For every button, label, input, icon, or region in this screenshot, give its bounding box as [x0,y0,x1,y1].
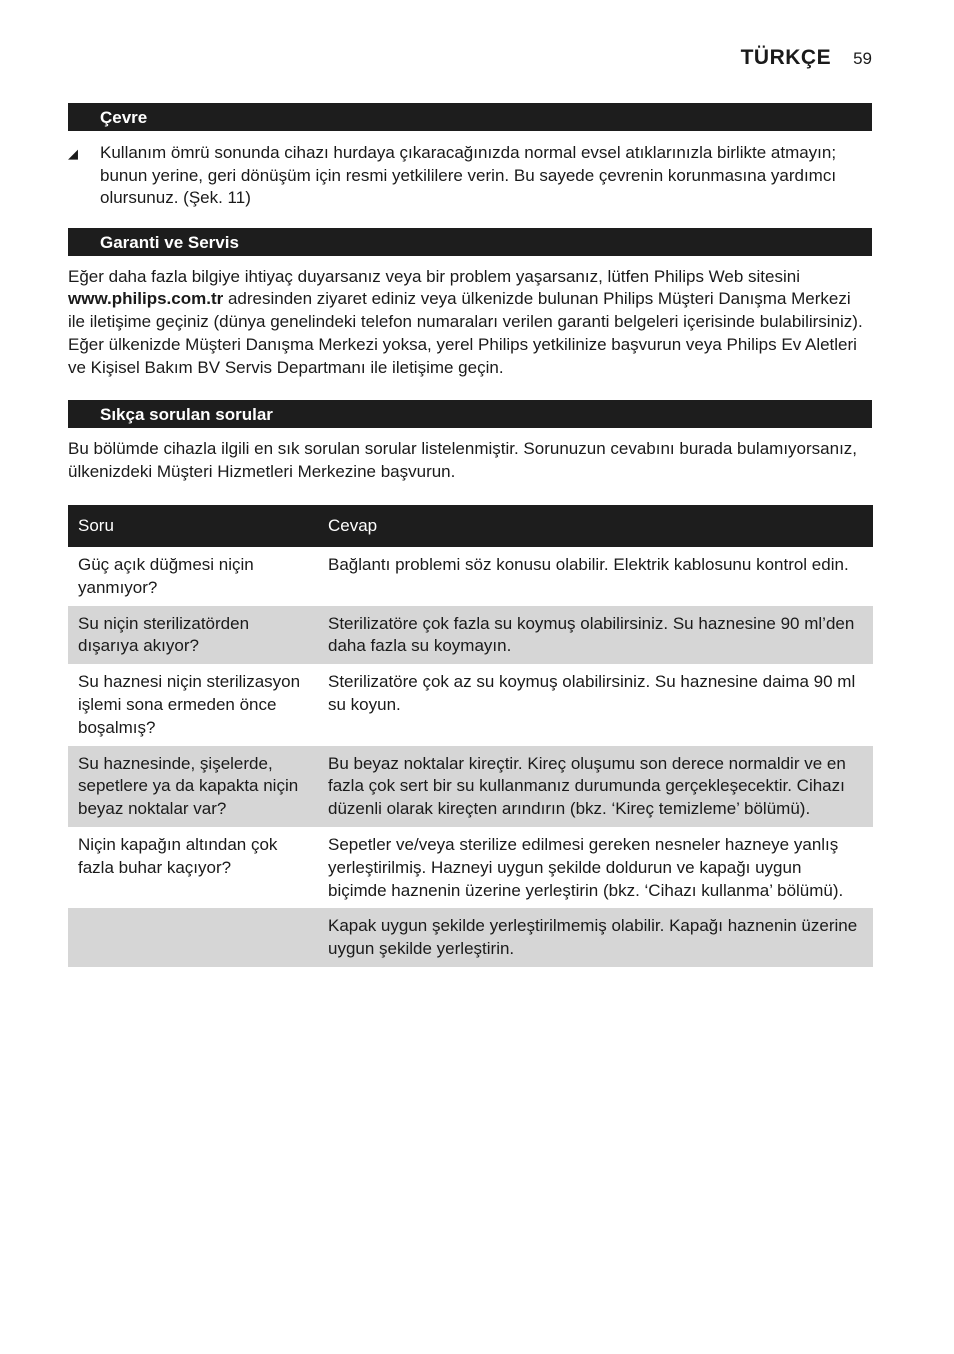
question-cell: Güç açık düğmesi niçin yanmıyor? [78,555,254,597]
warranty-paragraph [68,266,872,380]
question-cell: Su haznesi niçin sterilizasyon işlemi sona ermeden önce boşalmış? [78,672,301,737]
faq-header-row [68,505,873,547]
answer-cell: Bu beyaz noktalar kireçtir. Kireç oluşumu son derece normaldir ve en fazla çok sert bir su kullanmanız durumunda gerçekleşecektir. Cihazı düzenli olarak kireçten arındırın (bkz. ‘Kireç temizleme’ bölümü). [318,746,873,827]
warranty-text-end: adresinden ziyaret ediniz veya ülkenizde bulunan Philips Müşteri Danışma Merkezi ile iletişime geçiniz (dünya genelindeki telefon numaraları verilen garanti belgeleri içerisinde bulabilirsiniz). Eğer ülkenizde Müşteri Danışma Merkezi yoksa, yerel Philips yetkilinize başvurun veya Philips Ev Aletleri ve Kişisel Bakım BV Servis Departmanı ile iletişime geçin. [68,289,863,377]
page-number: 59 [853,49,872,68]
page-header [741,46,872,70]
section-heading-cevre: Çevre [68,103,872,131]
page-content [68,103,872,967]
bullet-text: Kullanım ömrü sonunda cihazı hurdaya çıkaracağınızda normal evsel atıklarınızla birlikte atmayın; bunun yerine, geri dönüşüm için resmi yetkililere verin. Bu sayede çevrenin korunmasına yardımcı olursunuz. (Şek. 11) [100,143,837,207]
faq-table [68,505,873,967]
question-cell: Niçin kapağın altından çok fazla buhar kaçıyor? [78,835,278,877]
table-row [68,664,873,745]
question-cell: Su haznesinde, şişelerde, sepetlere ya da kapakta niçin beyaz noktalar var? [68,746,318,827]
question-cell: Su niçin sterilizatörden dışarıya akıyor? [68,606,318,665]
answer-cell: Kapak uygun şekilde yerleştirilmemiş olabilir. Kapağı haznenin üzerine uygun şekilde yerleştirin. [318,908,873,967]
answer-column-header: Cevap [318,505,873,547]
triangle-bullet-icon: ◢ [68,146,78,161]
table-row [68,606,873,665]
bullet-item [68,142,872,210]
question-cell [68,908,318,967]
table-row [68,908,873,967]
faq-intro: Bu bölümde cihazla ilgili en sık sorulan sorular listelenmiştir. Sorunuzun cevabını burada bulamıyorsanız, ülkenizdeki Müşteri Hizmetleri Merkezine başvurun. [68,439,858,482]
warranty-text-start: Eğer daha fazla bilgiye ihtiyaç duyarsanız veya bir problem yaşarsanız, lütfen Philips Web sitesini [68,266,800,286]
answer-cell: Sepetler ve/veya sterilize edilmesi gereken nesneler hazneye yanlış yerleştirilmiş. Hazneyi uygun şekilde doldurun ve kapağı uygun biçimde haznenin üzerine yerleştirin (bkz. ‘Cihazı kullanma’ bölümü). [328,835,844,900]
language-label: TÜRKÇE [740,46,832,69]
question-column-header: Soru [68,505,318,547]
section-heading-faq: Sıkça sorulan sorular [68,400,872,428]
table-row [68,547,873,606]
answer-cell: Bağlantı problemi söz konusu olabilir. Elektrik kablosunu kontrol edin. [328,555,849,575]
philips-website-link[interactable]: www.philips.com.tr [68,289,224,309]
section-heading-garanti: Garanti ve Servis [68,228,872,256]
table-row [68,746,873,827]
table-row [68,827,873,908]
answer-cell: Sterilizatöre çok az su koymuş olabilirsiniz. Su haznesine daima 90 ml su koyun. [328,672,856,715]
answer-cell: Sterilizatöre çok fazla su koymuş olabilirsiniz. Su haznesine 90 ml’den daha fazla su koymayın. [318,606,873,665]
